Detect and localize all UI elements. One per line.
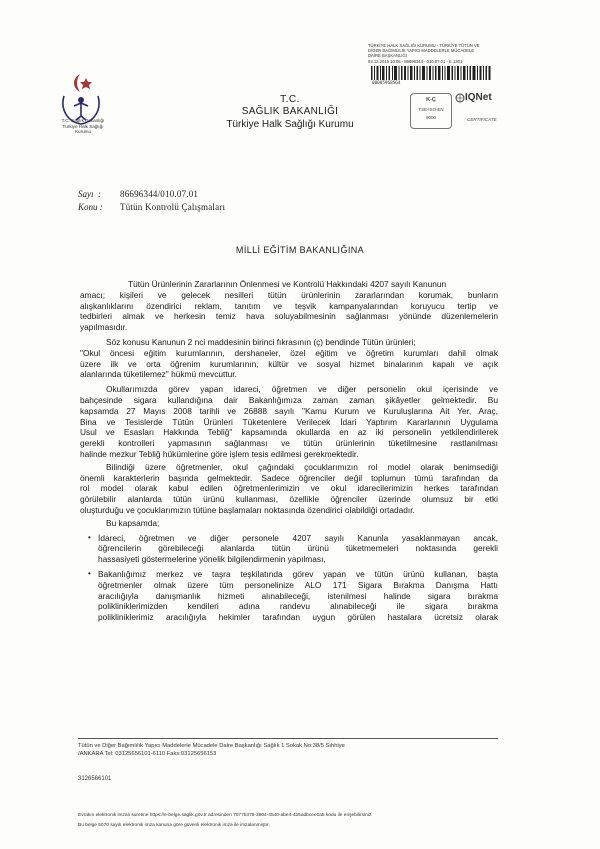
text-line: alanlarında tüketilemez" hükmü mevcuttur. — [80, 369, 237, 380]
text-line: Bu kapsamda; — [106, 517, 160, 528]
text-line: aracılığıyla danışmanlık hizmeti alınabileceği, istenilmesi halinde sigara bırakma — [98, 590, 498, 601]
text-line: polikliniklerimiz aracılığıyla hekimler tarafından uygun görülen hastalara ücretsiz olarak — [98, 612, 498, 623]
paragraph — [80, 462, 498, 516]
letterhead — [190, 94, 390, 130]
bullet-item — [80, 569, 498, 623]
e-signature-note — [78, 811, 548, 830]
letter-body — [80, 279, 498, 623]
sayi-label: Sayı : — [78, 189, 101, 199]
text-line: rol model olarak kabul edilen öğretmenlerimizin ve okul idarecilerimizin herkes tarafından — [80, 483, 498, 494]
country-heading: T.C. — [280, 94, 300, 105]
document-meta — [78, 189, 225, 215]
text-line: öğrencilerin görebileceği alanlarda tütün ürünü tüketmemeleri noktasında gerekli — [98, 543, 498, 554]
bullet-item — [80, 533, 498, 565]
text-line: üzere ilk ve orta öğrenim kurumlarının, kültür ve sosyal hizmet binalarının kapalı ve açık — [80, 358, 498, 369]
logo-caption — [43, 118, 123, 135]
registry-stamp — [368, 43, 538, 64]
iqnet-caption: CERTIFICATE — [467, 117, 497, 122]
paragraph — [80, 279, 498, 333]
cert-code: TSE-ISO-EN — [418, 107, 444, 112]
text-line: Söz konusu Kanunun 2 nci maddesinin birinci fıkrasının (ç) bendinde Tütün ürünleri; — [106, 336, 416, 347]
text-line: Bakanlığımız merkez ve taşra teşkilatında görev yapan ve tütün ürünü kullanan, başta — [98, 568, 498, 579]
logo-caption-line: Türkiye Halk Sağlığı — [62, 123, 104, 129]
footer-line: /ANKARA Tel: 03125656101-6110 Faks:03125656153 — [78, 750, 217, 757]
cert-standard: 9000 — [426, 115, 436, 120]
text-line: İdareci, öğretmen ve diğer personele 4207 sayılı Kanunla yasaklanmayan ancak, — [98, 532, 498, 543]
document-number: 3126566101 — [78, 776, 112, 782]
iqnet-brand: IQNet — [465, 92, 492, 103]
note-line: Bu belge 5070 sayılı elektronik imza kanuna göre güvenli elektronik imza ile imzalanmıştır. — [78, 822, 270, 828]
registry-line: DAİRE BAŞKANLIĞI — [368, 53, 407, 59]
logo-caption-line: Kurumu — [74, 129, 92, 135]
cert-mark: K-Ç — [426, 97, 436, 103]
institution-heading: Türkiye Halk Sağlığı Kurumu — [226, 119, 354, 130]
registry-line: TÜRKİYE HALK SAĞLIĞI KURUMU - TÜRKİYE TÜTÜN VE — [368, 43, 480, 48]
text-line: oluşturduğu ve çocuklarımızın tütüne başlamaları noktasında özendirici olabildiği ortadadır. — [80, 504, 415, 515]
text-line: Bilindiği üzere öğretmenler, okul çağındaki çocuklarımızın rol model olarak benimsediği — [106, 461, 498, 472]
konu-row — [78, 202, 225, 212]
bullet-glyph: • — [88, 532, 91, 542]
text-line: bahçesinde sigara kullandığına dair Bakanlığımıza zaman zaman şikâyetler gelmektedir. Bu — [80, 394, 498, 405]
paragraph — [80, 337, 498, 380]
text-line: alışkanlıklarını özendirici reklam, tanıtım ve teşvik kampanyalarından koruyucu tertip ve — [80, 300, 498, 311]
text-line: "Okul öncesi eğitim kurumlarının, dershaneler, özel eğitim ve öğretim kurumları dahil olmak — [80, 347, 498, 358]
paragraph — [80, 518, 498, 529]
text-line: yapılmasıdır. — [80, 322, 128, 333]
barcode-number: 00005968564 — [372, 81, 401, 86]
text-line: halinde mezkur Tebliğ hükümlerine göre işlem tesis edilmesi gerekmektedir. — [80, 448, 359, 459]
text-line: Okullarımızda görev yapan idareci, öğretmen ve diğer personelin okul içerisinde ve — [106, 384, 498, 395]
text-line: önemli karakterlerin başında gelmektedir. Sadece öğrenciler değil toplumun tümü tarafından da — [80, 472, 498, 483]
tse-certificate-badge — [410, 93, 452, 129]
text-line: öğretmenler olmak üzere tüm personelinize ALO 171 Sigara Bırakma Danışma Hattı — [98, 579, 498, 590]
text-line: tedbirleri almak ve herkesin temiz hava soluyabilmesinin sağlanması yönünde düzenlemelerin — [80, 311, 498, 322]
barcode — [371, 66, 491, 80]
text-line: Bina ve Tesislerde Tütün Ürünleri Tüketenlere Verilecek İdari Yaptırım Kararlarının Uygulama — [80, 416, 498, 427]
text-line: Usul ve Esasları Hakkında Tebliğ" kapsamında okullarda en az iki personelin yetkilendirilerek — [80, 427, 498, 438]
recipient-heading: MİLLİ EĞİTİM BAKANLIĞINA — [235, 245, 365, 255]
text-line: kapsamda 27 Mayıs 2008 tarihli ve 26888 sayılı "Kamu Kurum ve Kuruluşlarına Ait Yer, Araç, — [80, 405, 498, 416]
logo-caption-line: T.C. Sağlık Bakanlığı — [61, 118, 105, 123]
text-line: polikliniklerimizden kendileri adına randevu alınabileceği ile sigara bırakma — [98, 601, 498, 612]
registry-line: 03.12.2015 10:05 - 86696344 - 010.07.01 - E.1301 — [368, 58, 463, 64]
text-line: amacı; kişileri ve gelecek nesilleri tütün ürünlerinin zararlarından korumak, bunların — [80, 289, 498, 300]
text-line: görülebilir alanlarda tütün ürünü kullanması, özellikle öğrenciler üzerinde olumsuz bir etki — [80, 494, 498, 505]
text-line: hassasiyeti göstermelerine yönelik bilgilendirmenin yapılması, — [98, 554, 326, 565]
text-line: gerekli kontrolleri yapmasının sağlanması ve tütün ürünlerinin tüketilmesine rastlanılması — [80, 438, 498, 449]
paragraph — [80, 384, 498, 460]
konu-value: Tütün Kontrolü Çalışmaları — [120, 202, 226, 212]
footer-divider — [78, 738, 498, 739]
ministry-heading: SAĞLIK BAKANLIĞI — [241, 106, 339, 117]
sayi-row — [78, 189, 225, 199]
sayi-value: 86696344/010.07.01 — [120, 189, 199, 199]
registry-line: DİĞER BAĞIMLILIK YAPICI MADDELERLE MÜCADELE — [368, 48, 475, 54]
iqnet-badge — [455, 92, 517, 132]
konu-label: Konu : — [78, 202, 103, 212]
iqnet-logo-icon — [455, 93, 465, 103]
bullet-glyph: • — [88, 568, 91, 578]
footer-address — [78, 743, 518, 759]
note-line: Evrakın elektronik imzalı suretine https://e-belge.saglik.gov.tr adresinden 7077b378-3804-4540-abe4-4b5adbcee0a5 kodu ile erişebilirsiniz. — [78, 813, 373, 818]
text-line: Tütün Ürünlerinin Zararlarının Önlenmesi ve Kontrolü Hakkındaki 4207 sayılı Kanunun — [128, 279, 447, 289]
footer-line: Tütün ve Diğer Bağımlılık Yapıcı Maddelerle Mücadele Daire Başkanlığı Sağlık 1 Sokak No:38/5 Sıhhiye — [78, 743, 345, 749]
